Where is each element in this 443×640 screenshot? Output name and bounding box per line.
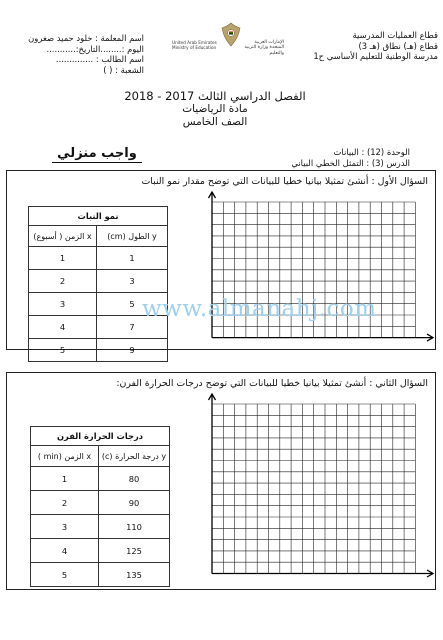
x-cell: 4 (29, 316, 97, 339)
y-cell: 90 (99, 491, 170, 515)
question-1-text: السؤال الأول : أنشئ تمثيلا بيانيا خطيا للبيانات التي توضح مقدار نمو النبات (141, 176, 428, 187)
grade-title: الصف الخامس (182, 116, 248, 128)
x-cell: 5 (31, 563, 99, 587)
y-cell: 125 (99, 539, 170, 563)
date-line: اليوم :........التاريخ:........... (46, 43, 144, 54)
y-cell: 7 (97, 316, 168, 339)
school-sector: قطاع العمليات المدرسية (352, 30, 438, 40)
term-title: الفصل الدراسي الثالث 2017 - 2018 (124, 89, 306, 103)
table-title: نمو النبات (29, 207, 168, 226)
school-name: مدرسة الوطنية للتعليم الأساسي ح1 (313, 51, 438, 61)
y-cell: 5 (97, 293, 168, 316)
y-cell: 1 (97, 247, 168, 270)
table-row (31, 515, 170, 539)
lesson-line: الدرس (3) : التمثل الخطي البياني (291, 158, 410, 168)
table-row (31, 491, 170, 515)
table-title: درجات الحرارة الفرن (31, 427, 170, 446)
table-row (29, 339, 168, 362)
table-row (31, 563, 170, 587)
ministry-logo-ar: الإمارات العربية المتحدة وزارة التربية والتعليم (244, 40, 284, 56)
y-cell: 110 (99, 515, 170, 539)
subject-title: مادة الرياضيات (182, 103, 248, 115)
oven-temperature-table (30, 426, 170, 587)
table-row (29, 270, 168, 293)
x-cell: 1 (29, 247, 97, 270)
table-row (31, 467, 170, 491)
y-cell: 135 (99, 563, 170, 587)
uae-emblem-icon (220, 22, 242, 48)
col-y-header: y الطول (cm) (97, 226, 168, 247)
y-cell: 80 (99, 467, 170, 491)
student-name-line: اسم الطالب : .............. (55, 54, 144, 64)
teacher-name: اسم المعلمة : خلود حميد صغرون (28, 33, 144, 43)
ministry-logo-en: United Arab Emirates Ministry of Education (172, 40, 217, 51)
x-cell: 3 (29, 293, 97, 316)
y-cell: 9 (97, 339, 168, 362)
graph-grid-2[interactable] (200, 392, 438, 588)
y-cell: 3 (97, 270, 168, 293)
x-cell: 2 (29, 270, 97, 293)
x-cell: 5 (29, 339, 97, 362)
student-info (4, 33, 144, 75)
unit-line: الوحدة (12) : البيانات (333, 147, 410, 157)
watermark: www.almanahj.com (142, 296, 377, 322)
plant-growth-table (28, 206, 168, 362)
table-row (31, 539, 170, 563)
unit-info (250, 147, 410, 169)
school-info (290, 30, 438, 62)
x-cell: 3 (31, 515, 99, 539)
section-line: الشعبة : ( ) (103, 64, 144, 75)
col-y-header: y درجة الحرارة (c) (99, 446, 170, 467)
homework-title: واجب منزلي (57, 146, 137, 161)
x-cell: 2 (31, 491, 99, 515)
page-title (120, 90, 310, 129)
col-x-header: x الزمن (min ) (31, 446, 99, 467)
x-cell: 4 (31, 539, 99, 563)
x-cell: 1 (31, 467, 99, 491)
table-row (29, 247, 168, 270)
question-2-text: السؤال الثاني : أنشئ تمثيلا بيانيا خطيا للبيانات التي توضح درجات الحرارة الفرن: (116, 378, 428, 389)
col-x-header: x الزمن ( أسبوع) (29, 226, 97, 247)
homework-title-underline (52, 162, 142, 163)
graph-grid-1[interactable] (200, 190, 438, 350)
school-zone: قطاع (هـ) نطاق (هـ 3) (358, 40, 438, 51)
